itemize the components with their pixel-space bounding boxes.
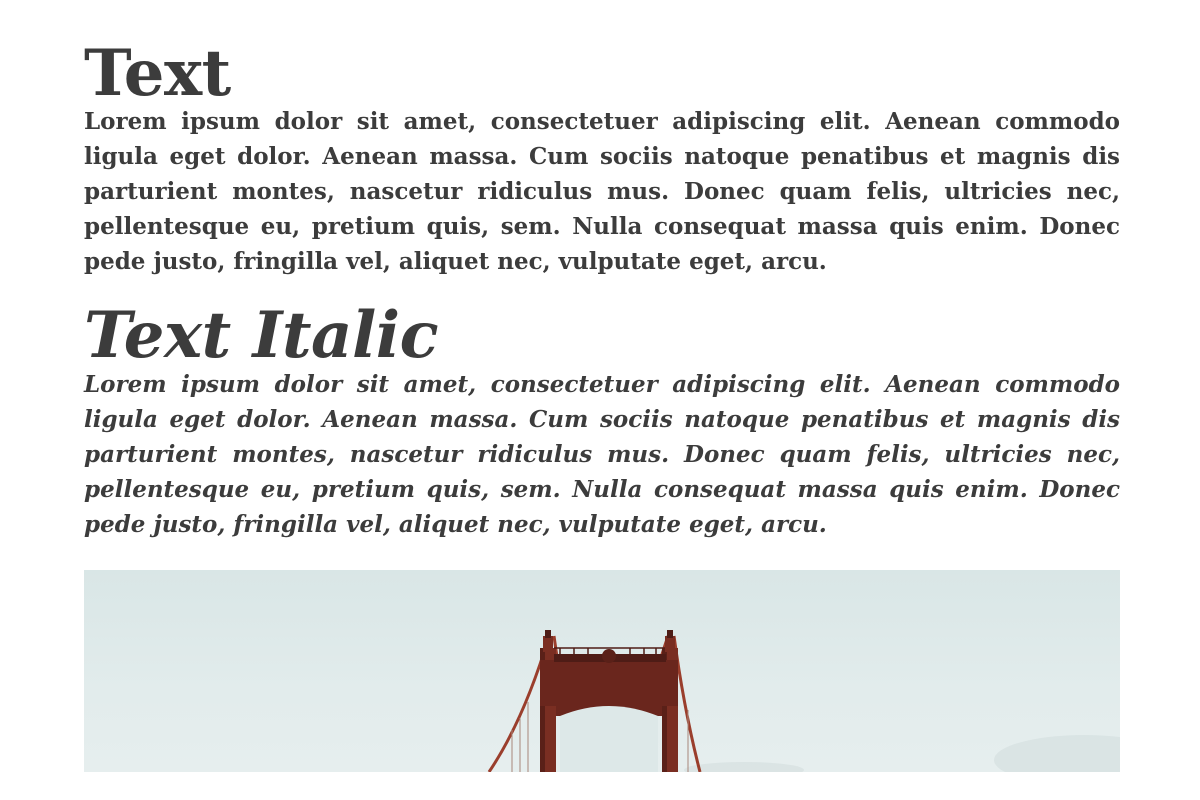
section-heading-text-italic: Text Italic — [84, 298, 439, 373]
section-heading-text: Text — [84, 36, 231, 111]
document-page — [84, 0, 1120, 800]
bridge-tower-image — [84, 570, 1120, 772]
section-paragraph-text-italic: Lorem ipsum dolor sit amet, consectetuer adipiscing elit. Aenean commodo ligula eget dolor. Aenean massa. Cum sociis natoque penatibus et magnis dis parturient montes, nascetur ridiculus mus. Donec quam felis, ultricies nec, pellentesque eu, pretium quis, sem. Nulla consequat massa quis enim. Donec pede justo, fringilla vel, aliquet nec, vulputate eget, arcu. — [84, 371, 1120, 538]
bridge-photo — [84, 570, 1120, 772]
section-paragraph-text: Lorem ipsum dolor sit amet, consectetuer adipiscing elit. Aenean commodo ligula eget dolor. Aenean massa. Cum sociis natoque penatibus et magnis dis parturient montes, nascetur ridiculus mus. Donec quam felis, ultricies nec, pellentesque eu, pretium quis, sem. Nulla consequat massa quis enim. Donec pede justo, fringilla vel, aliquet nec, vulputate eget, arcu. — [84, 108, 1120, 275]
